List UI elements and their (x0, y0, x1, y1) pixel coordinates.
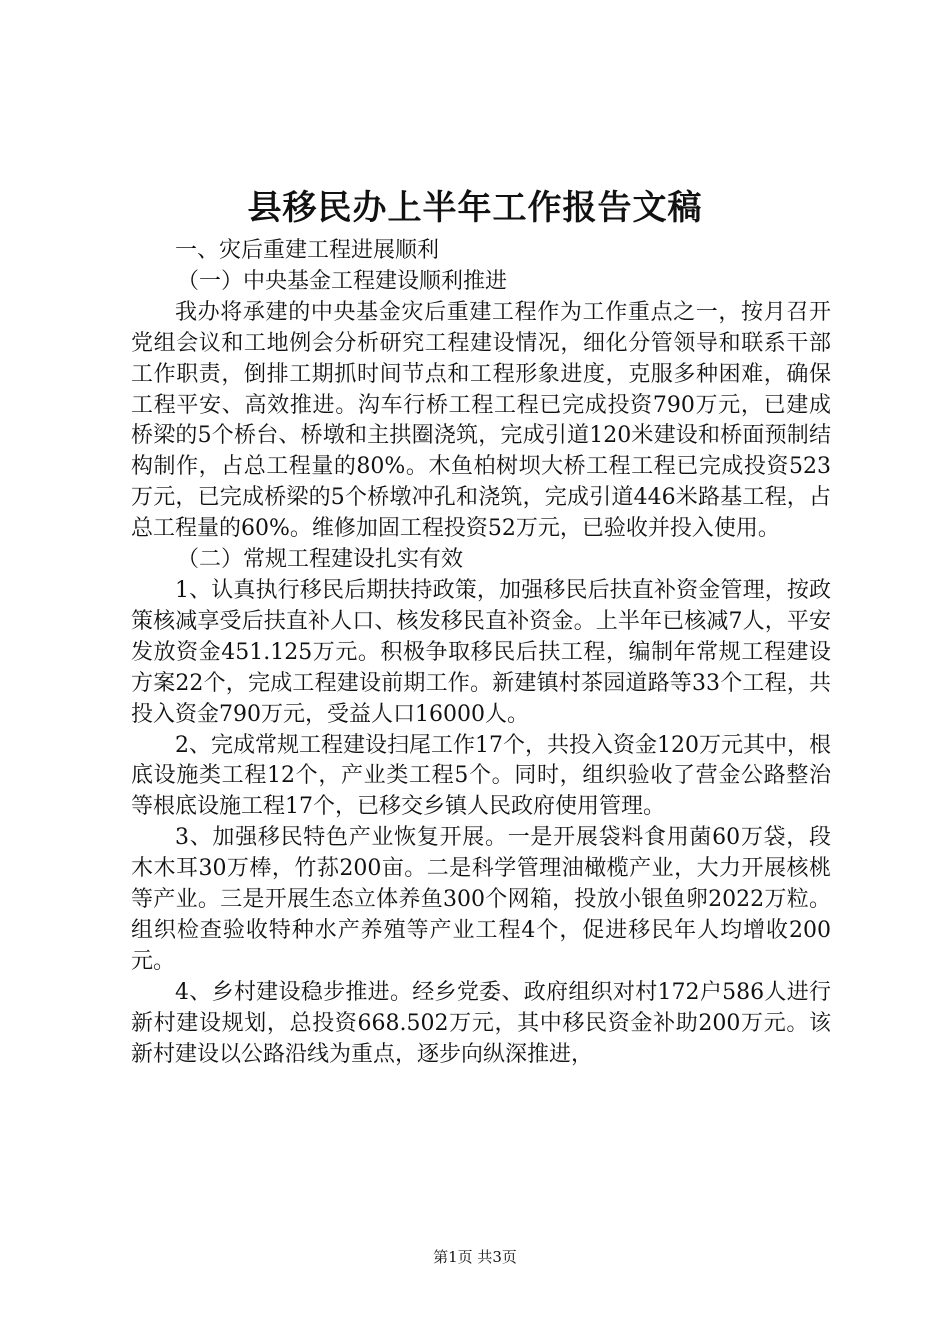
paragraph: 我办将承建的中央基金灾后重建工程作为工作重点之一，按月召开党组会议和工地例会分析研究工程建设情况，细化分管领导和联系干部工作职责，倒排工期抓时间节点和工程形象进度，克服多种困难，确保工程平安、高效推进。沟车行桥工程工程已完成投资790万元，已建成桥梁的5个桥台、桥墩和主拱圈浇筑，完成引道120米建设和桥面预制结构制作，占总工程量的80%。木鱼柏树坝大桥工程工程已完成投资523万元，已完成桥梁的5个桥墩冲孔和浇筑，完成引道446米路基工程，占总工程量的60%。维修加固工程投资52万元，已验收并投入使用。 (131, 299, 831, 542)
document-body (131, 236, 831, 1070)
page-footer: 第1页 共3页 (433, 1248, 517, 1266)
paragraph: 3、加强移民特色产业恢复开展。一是开展袋料食用菌60万袋，段木木耳30万棒，竹荪200亩。二是科学管理油橄榄产业，大力开展核桃等产业。三是开展生态立体养鱼300个网箱，投放小银鱼卵2022万粒。组织检查验收特种水产养殖等产业工程4个，促进移民年人均增收200元。 (131, 825, 831, 974)
section-heading: 一、灾后重建工程进展顺利 (175, 238, 440, 263)
subsection-heading: （一）中央基金工程建设顺利推进 (177, 268, 508, 294)
document-title: 县移民办上半年工作报告文稿 (247, 188, 703, 228)
paragraph: 4、乡村建设稳步推进。经乡党委、政府组织对村172户586人进行新村建设规划，总投资668.502万元，其中移民资金补助200万元。该新村建设以公路沿线为重点，逐步向纵深推进， (131, 979, 831, 1067)
subsection-heading: （二）常规工程建设扎实有效 (177, 547, 464, 573)
paragraph: 1、认真执行移民后期扶持政策，加强移民后扶直补资金管理，按政策核减享受后扶直补人口、核发移民直补资金。上半年已核减7人，平安发放资金451.125万元。积极争取移民后扶工程，编制年常规工程建设方案22个，完成工程建设前期工作。新建镇村茶园道路等33个工程，共投入资金790万元，受益人口16000人。 (131, 577, 831, 727)
paragraph: 2、完成常规工程建设扫尾工作17个，共投入资金120万元其中，根底设施类工程12个，产业类工程5个。同时，组织验收了营金公路整治等根底设施工程17个，已移交乡镇人民政府使用管理。 (131, 732, 831, 820)
